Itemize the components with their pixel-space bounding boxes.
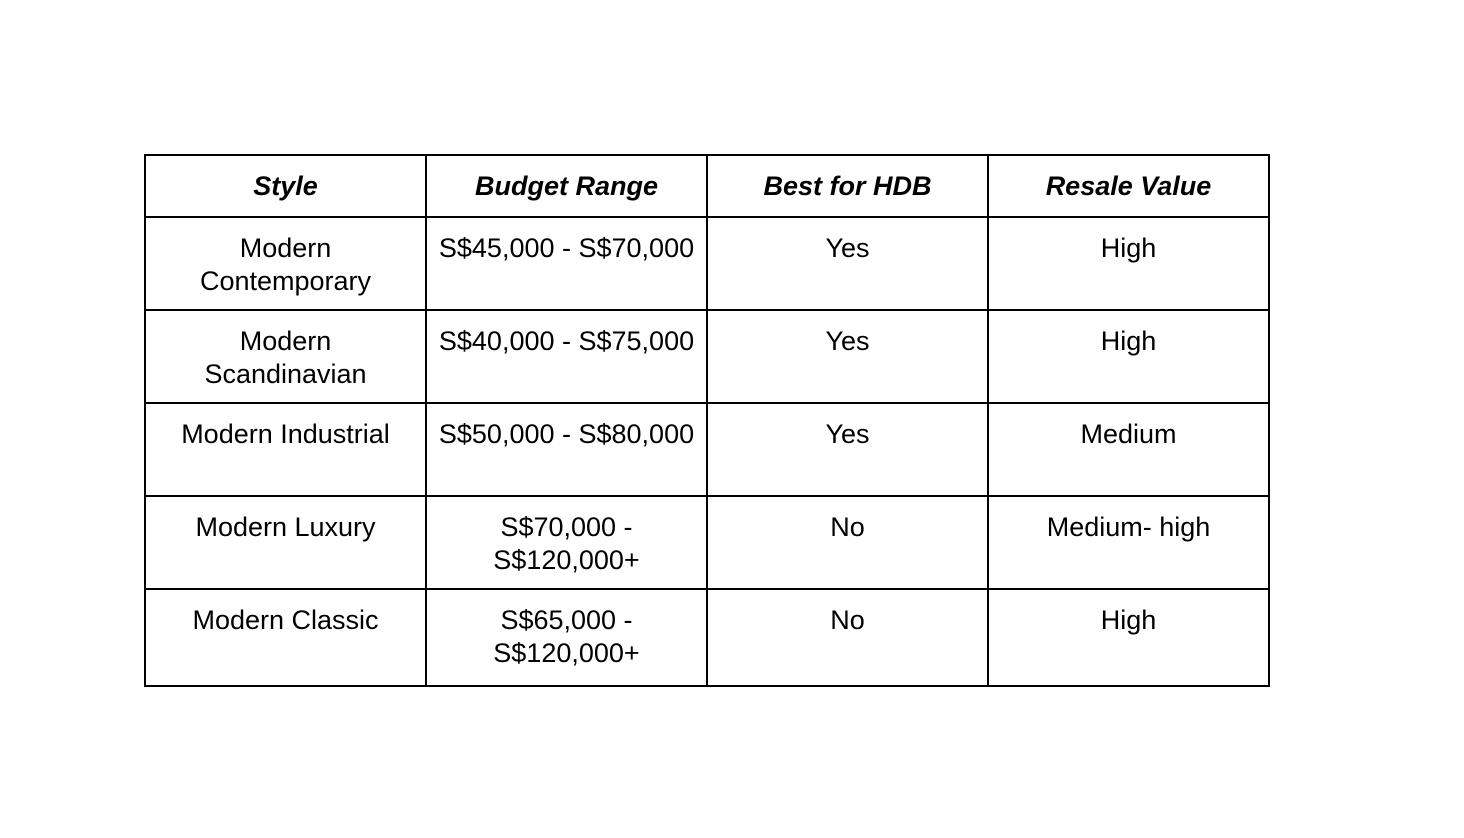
cell-resale-value: High — [988, 217, 1269, 310]
cell-budget: S$50,000 - S$80,000 — [426, 403, 707, 496]
cell-resale-value: High — [988, 589, 1269, 686]
cell-budget: S$65,000 - S$120,000+ — [426, 589, 707, 686]
cell-style: Modern Scandinavian — [145, 310, 426, 403]
cell-style: Modern Contemporary — [145, 217, 426, 310]
cell-style: Modern Luxury — [145, 496, 426, 589]
cell-best-for-hdb: Yes — [707, 403, 988, 496]
cell-best-for-hdb: No — [707, 496, 988, 589]
cell-best-for-hdb: No — [707, 589, 988, 686]
cell-resale-value: Medium- high — [988, 496, 1269, 589]
table-row — [145, 217, 1269, 310]
header-row — [145, 155, 1269, 217]
cell-budget: S$45,000 - S$70,000 — [426, 217, 707, 310]
cell-budget: S$70,000 - S$120,000+ — [426, 496, 707, 589]
table-row — [145, 310, 1269, 403]
cell-style: Modern Industrial — [145, 403, 426, 496]
header-budget-range: Budget Range — [426, 155, 707, 217]
cell-resale-value: Medium — [988, 403, 1269, 496]
cell-style: Modern Classic — [145, 589, 426, 686]
header-style: Style — [145, 155, 426, 217]
cell-best-for-hdb: Yes — [707, 217, 988, 310]
table-row — [145, 589, 1269, 686]
cell-budget: S$40,000 - S$75,000 — [426, 310, 707, 403]
header-resale-value: Resale Value — [988, 155, 1269, 217]
cell-best-for-hdb: Yes — [707, 310, 988, 403]
table-row — [145, 403, 1269, 496]
cell-resale-value: High — [988, 310, 1269, 403]
header-best-for-hdb: Best for HDB — [707, 155, 988, 217]
table-row — [145, 496, 1269, 589]
style-comparison-table — [144, 154, 1270, 687]
